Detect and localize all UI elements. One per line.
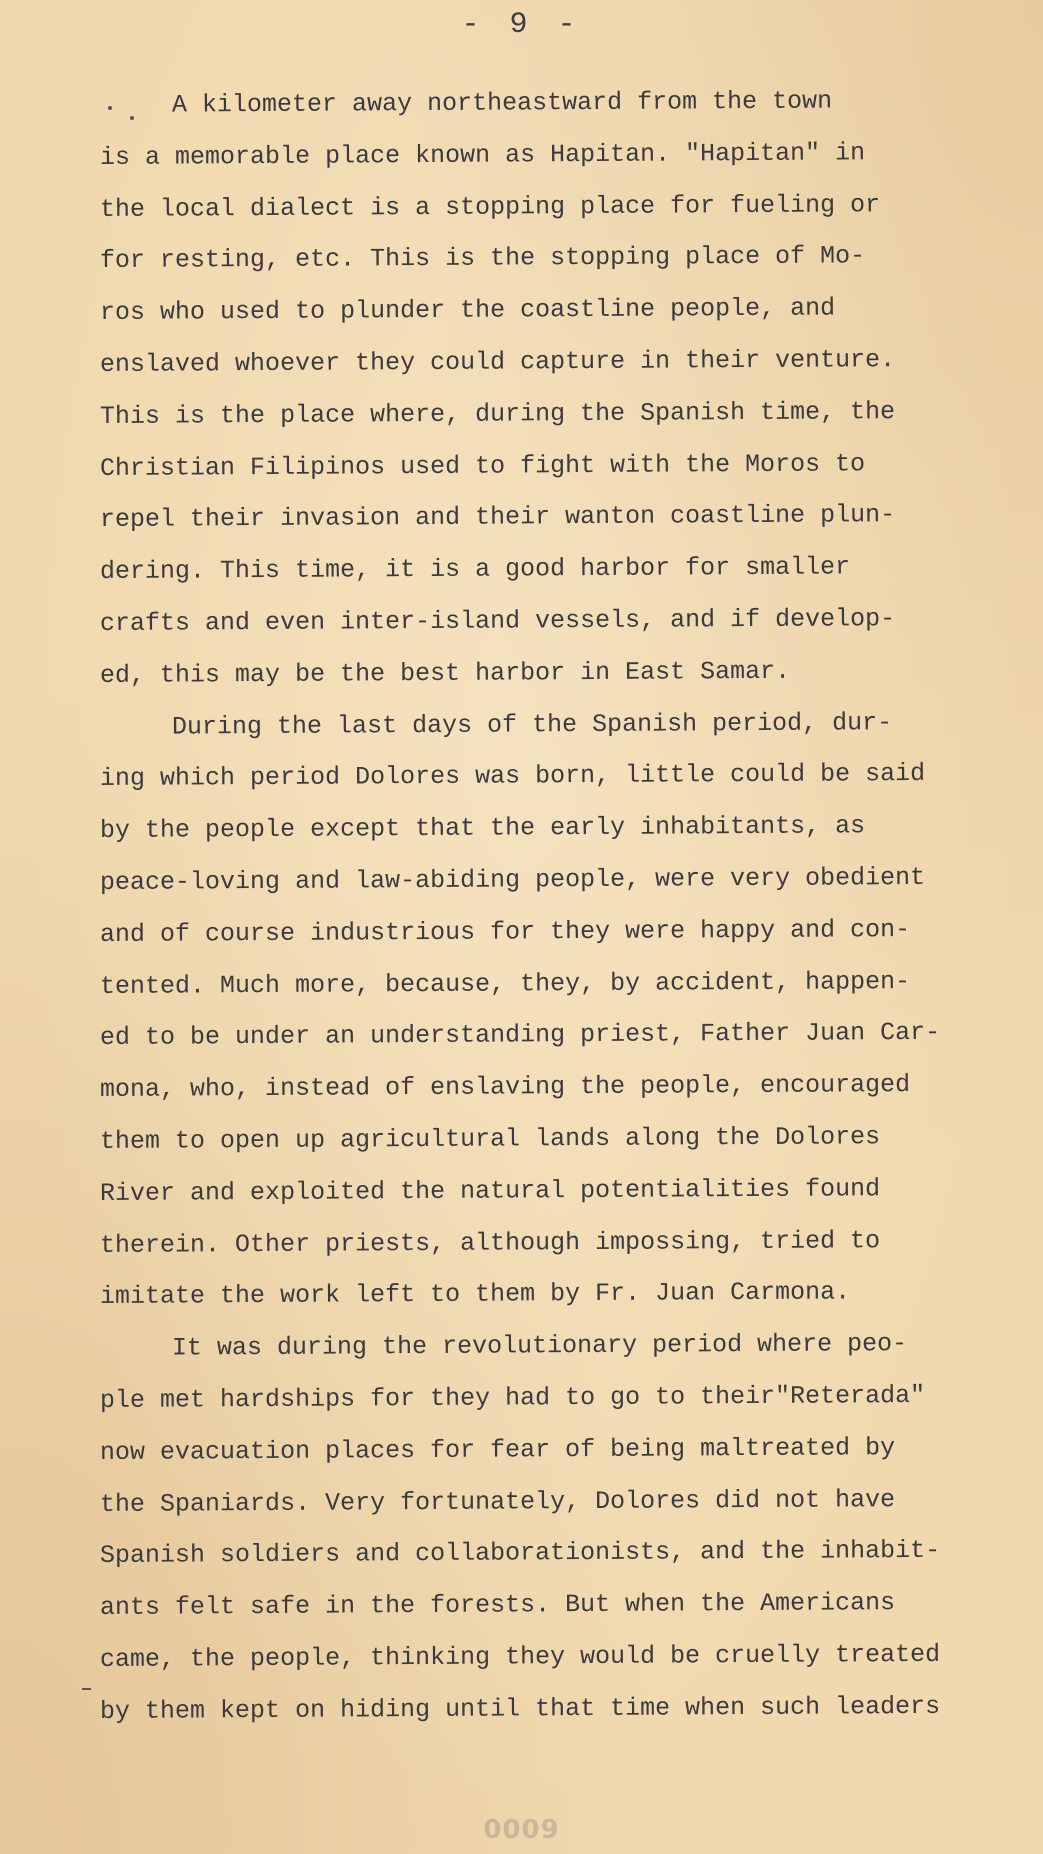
document-body bbox=[100, 80, 980, 1738]
margin-tick bbox=[82, 1688, 91, 1690]
text-line: now evacuation places for fear of being maltreated by bbox=[99, 1432, 896, 1467]
archive-stamp: 0009 bbox=[483, 1815, 560, 1845]
text-line: repel their invasion and their wanton coastline plun- bbox=[99, 500, 896, 535]
text-line: the local dialect is a stopping place for fueling or bbox=[99, 189, 881, 224]
text-line: by them kept on hiding until that time when such leaders bbox=[99, 1691, 941, 1726]
text-line: for resting, etc. This is the stopping place of Mo- bbox=[99, 241, 866, 276]
text-line: ros who used to plunder the coastline people, and bbox=[99, 293, 836, 328]
text-line: the Spaniards. Very fortunately, Dolores did not have bbox=[99, 1484, 896, 1519]
text-line: A kilometer away northeastward from the town bbox=[171, 86, 833, 120]
text-line: dering. This time, it is a good harbor for smaller bbox=[99, 552, 851, 587]
text-line: tented. Much more, because, they, by accident, happen- bbox=[99, 966, 911, 1001]
text-line: ed to be under an understanding priest, Father Juan Car- bbox=[99, 1018, 941, 1053]
text-line: ed, this may be the best harbor in East Samar. bbox=[99, 656, 791, 690]
text-line: came, the people, thinking they would be cruelly treated bbox=[99, 1639, 941, 1674]
text-line: River and exploited the natural potentialities found bbox=[99, 1173, 881, 1208]
page-number: - 9 - bbox=[461, 8, 582, 42]
text-line: them to open up agricultural lands along the Dolores bbox=[99, 1122, 881, 1156]
text-line: and of course industrious for they were happy and con- bbox=[99, 914, 911, 949]
text-line: It was during the revolutionary period where peo- bbox=[171, 1329, 908, 1363]
text-line: ants felt safe in the forests. But when the Americans bbox=[99, 1588, 896, 1623]
text-line: enslaved whoever they could capture in their venture. bbox=[99, 345, 896, 379]
text-line: ple met hardships for they had to go to their"Reterada" bbox=[99, 1380, 926, 1415]
text-line: therein. Other priests, although impossing, tried to bbox=[99, 1225, 881, 1260]
text-line: mona, who, instead of enslaving the people, encouraged bbox=[99, 1070, 911, 1105]
text-line: ing which period Dolores was born, little could be said bbox=[99, 759, 926, 794]
text-line: is a memorable place known as Hapitan. "Hapitan" in bbox=[99, 138, 866, 172]
text-line: During the last days of the Spanish period, dur- bbox=[171, 707, 893, 742]
text-line: crafts and even inter-island vessels, and if develop- bbox=[99, 604, 896, 638]
text-line: by the people except that the early inhabitants, as bbox=[99, 811, 866, 846]
text-line: imitate the work left to them by Fr. Juan Carmona. bbox=[99, 1277, 851, 1312]
text-line: This is the place where, during the Spanish time, the bbox=[99, 396, 896, 431]
text-line: Christian Filipinos used to fight with the Moros to bbox=[99, 448, 866, 483]
text-line: Spanish soldiers and collaborationists, and the inhabit- bbox=[99, 1536, 941, 1571]
text-line: peace-loving and law-abiding people, were very obedient bbox=[99, 862, 926, 897]
